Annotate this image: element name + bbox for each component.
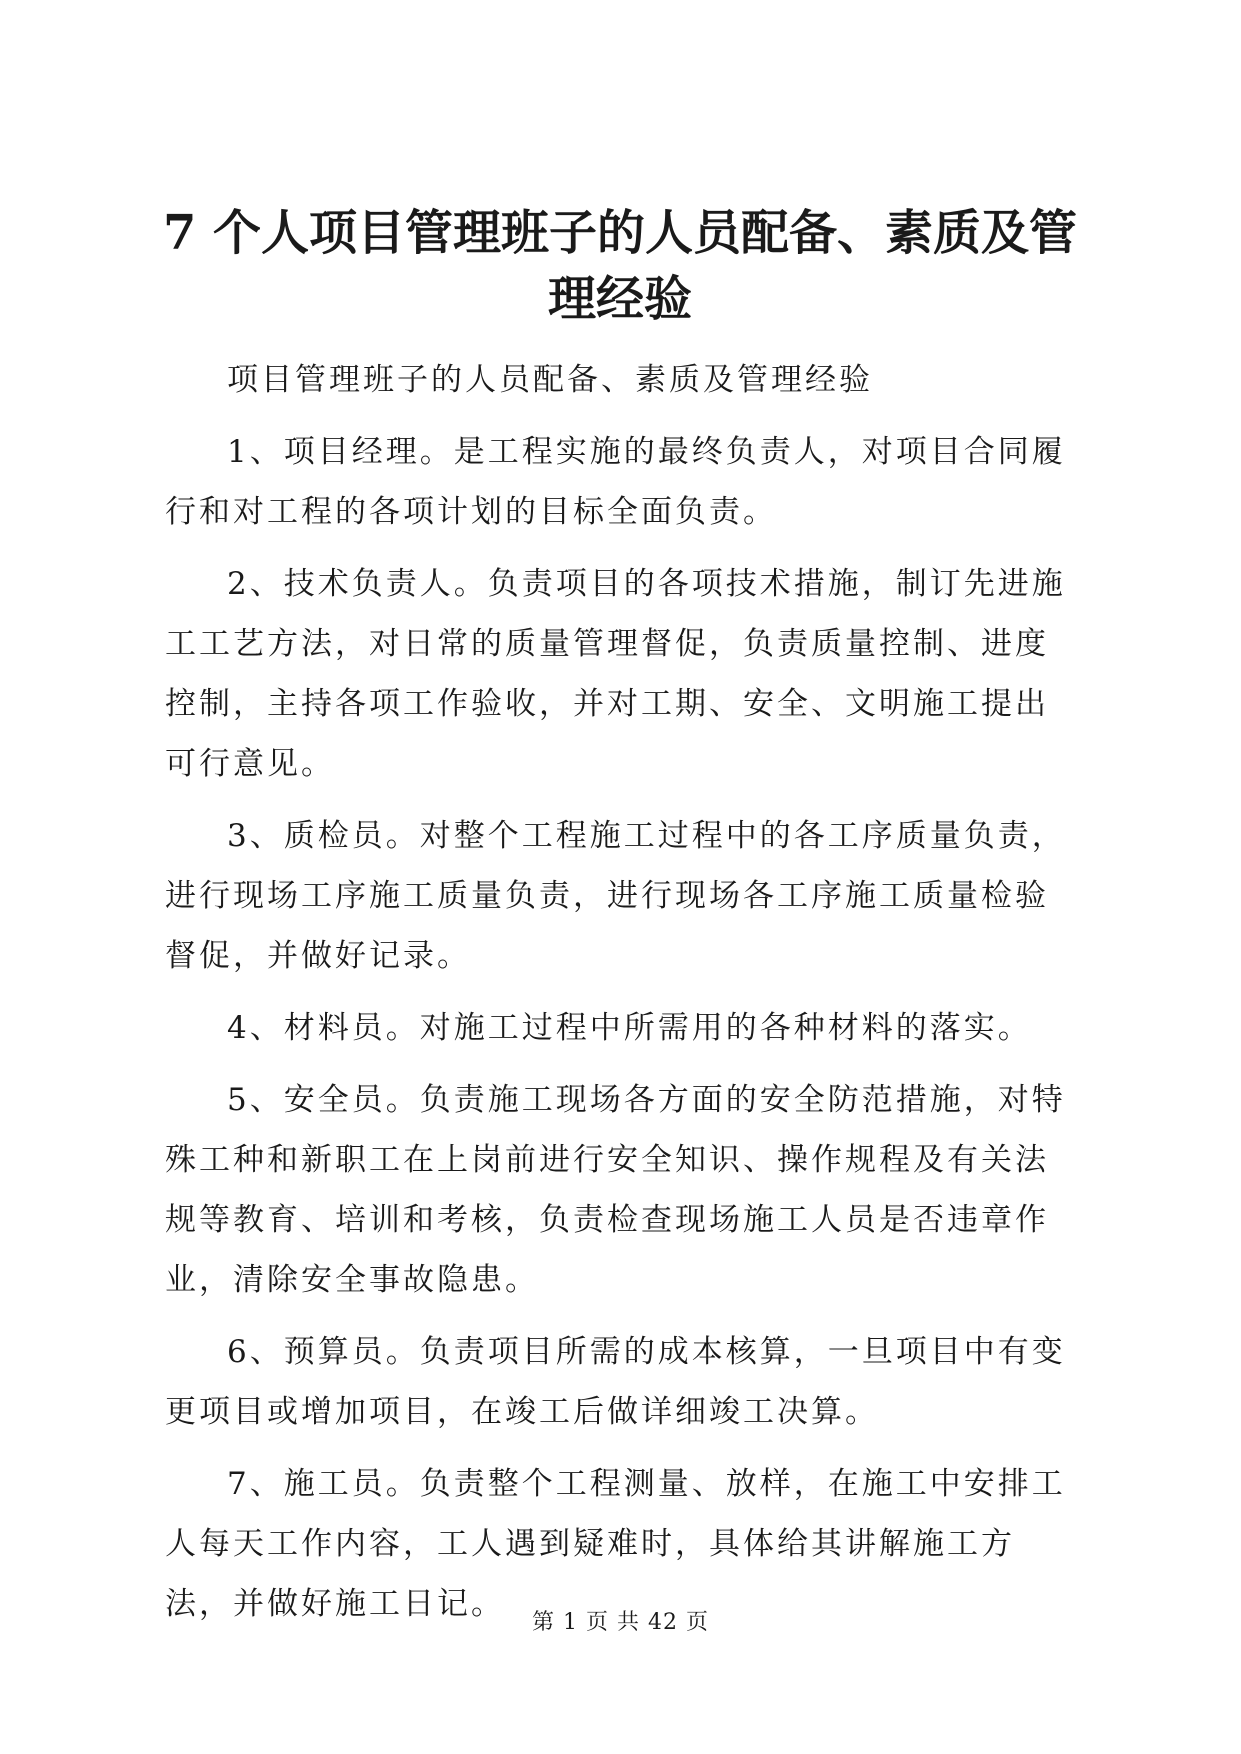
paragraph-technical-lead: 2、技术负责人。负责项目的各项技术措施，制订先进施工工艺方法，对日常的质量管理督促，负责质量控制、进度控制，主持各项工作验收，并对工期、安全、文明施工提出可行意见。 — [165, 566, 1066, 782]
page-indicator: 第 1 页 共 42 页 — [532, 1610, 709, 1635]
paragraph-subtitle: 项目管理班子的人员配备、素质及管理经验 — [227, 362, 873, 398]
paragraph-budget-officer: 6、预算员。负责项目所需的成本核算，一旦项目中有变更项目或增加项目，在竣工后做详细竣工决算。 — [165, 1334, 1066, 1430]
paragraph-safety-officer: 5、安全员。负责施工现场各方面的安全防范措施，对特殊工种和新职工在上岗前进行安全知识、操作规程及有关法规等教育、培训和考核，负责检查现场施工人员是否违章作业，清除安全事故隐患。 — [165, 1082, 1066, 1298]
document-body — [165, 350, 1080, 1646]
paragraph-quality-inspector: 3、质检员。对整个工程施工过程中的各工序质量负责，进行现场工序施工质量负责，进行现场各工序施工质量检验督促，并做好记录。 — [165, 818, 1066, 974]
paragraph-project-manager: 1、项目经理。是工程实施的最终负责人，对项目合同履行和对工程的各项计划的目标全面负责。 — [165, 434, 1066, 530]
paragraph-materials-officer: 4、材料员。对施工过程中所需用的各种材料的落实。 — [227, 1010, 1032, 1046]
paragraph-construction-officer: 7、施工员。负责整个工程测量、放样，在施工中安排工人每天工作内容，工人遇到疑难时，具体给其讲解施工方法，并做好施工日记。 — [165, 1466, 1066, 1622]
document-title: 7 个人项目管理班子的人员配备、素质及管理经验 — [162, 205, 1078, 327]
page-footer — [0, 1608, 1241, 1638]
